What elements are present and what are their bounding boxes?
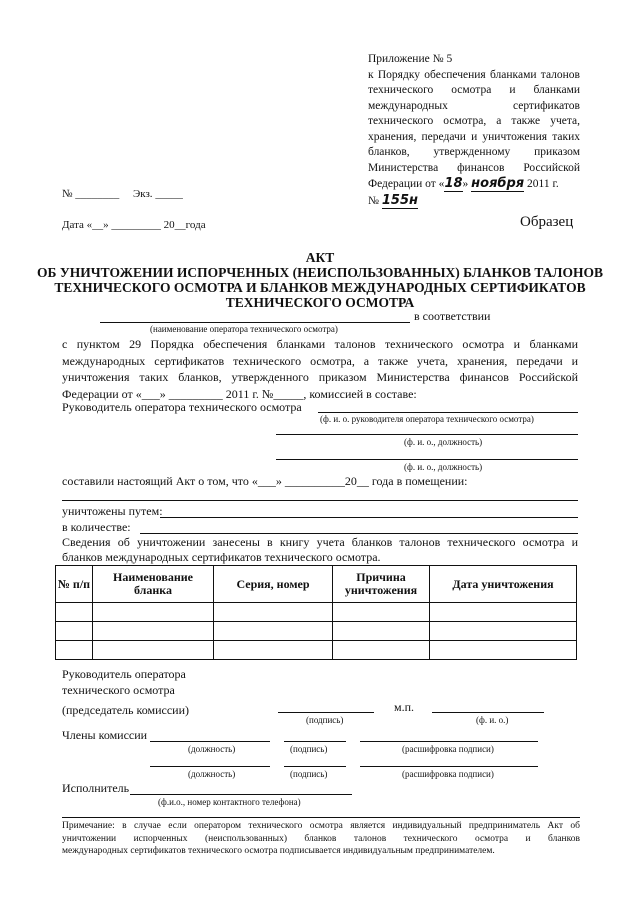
members-label: Члены комиссии xyxy=(62,728,148,742)
sign-head-block xyxy=(62,666,189,718)
table-cell[interactable] xyxy=(333,603,430,622)
table-header-cell: Серия, номер xyxy=(214,566,333,603)
operator-name-field[interactable] xyxy=(100,322,410,323)
head-label: Руководитель оператора технического осмотра xyxy=(62,400,302,414)
table-header-cell: Дата уничтожения xyxy=(430,566,577,603)
body-line: с пунктом 29 Порядка обеспечения бланками талонов технического осмотра и бланками xyxy=(62,337,578,351)
note-line: уничтожении испорченных (неиспользованных) бланков талонов технического осмотра и бланков xyxy=(62,833,580,844)
appendix-line: хранения, передачи и уничтожения таких xyxy=(368,130,580,143)
quantity-field[interactable] xyxy=(140,533,578,534)
table-cell[interactable] xyxy=(93,622,214,641)
act-title-line: ТЕХНИЧЕСКОГО ОСМОТРА xyxy=(225,295,415,310)
appendix-title: Приложение № 5 xyxy=(368,53,453,65)
executor-caption: (ф.и.о., номер контактного телефона) xyxy=(158,797,301,807)
fio-caption: (ф. и. о.) xyxy=(476,715,509,725)
doc-number-label: № xyxy=(62,188,73,200)
note-divider xyxy=(62,817,580,818)
operator-name-caption: (наименование оператора технического осмотра) xyxy=(150,324,338,334)
date-line: Дата «__» _________ 20__года xyxy=(62,219,206,231)
table-cell[interactable] xyxy=(93,641,214,660)
body-paragraph xyxy=(62,336,578,402)
table-cell[interactable] xyxy=(56,641,93,660)
member1-position-field[interactable] xyxy=(150,741,270,742)
seal-place-label: м.п. xyxy=(394,700,415,714)
body-line: Федерации от «___» _________ 2011 г. №_____, комиссией в составе: xyxy=(62,386,417,401)
head-fio-field[interactable] xyxy=(432,712,544,713)
handwritten-number: 155н xyxy=(381,192,418,208)
position-caption: (должность) xyxy=(188,769,236,779)
act-title xyxy=(20,250,620,310)
act-title-line: АКТ xyxy=(305,250,335,265)
member-field-1[interactable] xyxy=(276,434,578,435)
member1-signature-field[interactable] xyxy=(284,741,346,742)
table-row xyxy=(56,622,577,641)
appendix-line: Министерства финансов Российской xyxy=(368,161,580,174)
member-field-2[interactable] xyxy=(276,459,578,460)
appendix-number-line xyxy=(368,193,580,210)
appendix-line: бланков, утвержденному приказом xyxy=(368,146,580,158)
table-header-cell: № п/п xyxy=(56,566,93,603)
appendix-date-prefix: Федерации от « xyxy=(368,178,445,190)
note-line: Примечание: в случае если оператором технического осмотра является индивидуальный предприниматель Акт об xyxy=(62,821,580,831)
in-accordance-text: в соответствии xyxy=(414,309,491,323)
member-caption-2: (ф. и. о., должность) xyxy=(404,462,483,472)
head-name-caption: (ф. и. о. руководителя оператора технического осмотра) xyxy=(320,414,534,424)
sign-head-line: (председатель комиссии) xyxy=(62,703,189,717)
member2-position-field[interactable] xyxy=(150,766,270,767)
act-title-line: ОБ УНИЧТОЖЕНИИ ИСПОРЧЕННЫХ (НЕИСПОЛЬЗОВАННЫХ) БЛАНКОВ ТАЛОНОВ xyxy=(37,265,603,280)
position-caption: (должность) xyxy=(188,744,236,754)
doc-number-row: № ________ Экз. _____ xyxy=(62,188,183,200)
info-line: Сведения об уничтожении занесены в книгу учета бланков талонов технического осмотра и xyxy=(62,535,578,549)
table-header-row xyxy=(56,566,577,603)
premises-field[interactable] xyxy=(62,500,578,501)
table-header-cell: Наименование бланка xyxy=(93,566,214,603)
appendix-line: международных сертификатов xyxy=(368,99,580,112)
appendix-date-line: Федерации от «18» ноября 2011 г. xyxy=(368,176,559,191)
appendix-line: технического осмотра и бланками xyxy=(368,84,580,96)
signature-caption: (подпись) xyxy=(290,769,328,779)
member2-signature-field[interactable] xyxy=(284,766,346,767)
copy-label: Экз. xyxy=(133,188,153,200)
act-title-line: ТЕХНИЧЕСКОГО ОСМОТРА И БЛАНКОВ МЕЖДУНАРОДНЫХ СЕРТИФИКАТОВ xyxy=(54,280,586,295)
table-cell[interactable] xyxy=(430,622,577,641)
info-line: бланков международных сертификатов технического осмотра. xyxy=(62,550,381,564)
appendix-number-prefix: № xyxy=(368,194,379,207)
destroyed-by-field[interactable] xyxy=(160,517,578,518)
decode-caption: (расшифровка подписи) xyxy=(402,769,494,779)
member-caption-1: (ф. и. о., должность) xyxy=(404,437,483,447)
table-cell[interactable] xyxy=(333,622,430,641)
table-header-cell: Причина уничтожения xyxy=(333,566,430,603)
table-cell[interactable] xyxy=(430,603,577,622)
note-line: международных сертификатов технического осмотра подписывается индивидуальным предпринимателем. xyxy=(62,846,495,856)
table-cell[interactable] xyxy=(93,603,214,622)
table-cell[interactable] xyxy=(56,622,93,641)
member1-decode-field[interactable] xyxy=(360,741,538,742)
table-cell[interactable] xyxy=(56,603,93,622)
body-line: международных сертификатов технического осмотра, а также учета, хранения, передачи и xyxy=(62,353,578,368)
appendix-line: технического осмотра, а также учета, xyxy=(368,115,580,127)
handwritten-month: ноября xyxy=(471,176,525,191)
executor-field[interactable] xyxy=(130,794,352,795)
info-paragraph xyxy=(62,535,578,565)
table-cell[interactable] xyxy=(214,641,333,660)
signature-caption: (подпись) xyxy=(290,744,328,754)
destruction-table xyxy=(55,565,577,660)
table-cell[interactable] xyxy=(333,641,430,660)
sample-label: Образец xyxy=(520,214,574,230)
appendix-date-suffix: 2011 г. xyxy=(527,178,559,190)
member2-decode-field[interactable] xyxy=(360,766,538,767)
composed-text: составили настоящий Акт о том, что «___» __________20__ года в помещении: xyxy=(62,474,468,488)
body-line: уничтожения таких бланков, утвержденного приказом Министерства финансов Российской xyxy=(62,370,578,384)
destroyed-by-label: уничтожены путем: xyxy=(62,504,163,518)
appendix-block xyxy=(368,52,580,209)
handwritten-day: 18 xyxy=(444,176,463,191)
table-row xyxy=(56,603,577,622)
head-signature-field[interactable] xyxy=(278,712,374,713)
table-cell[interactable] xyxy=(430,641,577,660)
table-row xyxy=(56,641,577,660)
head-name-field[interactable] xyxy=(318,412,578,413)
appendix-line: к Порядку обеспечения бланками талонов xyxy=(368,68,580,81)
note-block xyxy=(62,820,580,858)
sign-head-line: Руководитель оператора xyxy=(62,667,186,681)
quantity-label: в количестве: xyxy=(62,520,131,534)
decode-caption: (расшифровка подписи) xyxy=(402,744,494,754)
executor-label: Исполнитель xyxy=(62,781,130,795)
signature-caption: (подпись) xyxy=(306,715,344,725)
table-cell[interactable] xyxy=(214,603,333,622)
sign-head-line: технического осмотра xyxy=(62,683,175,697)
table-cell[interactable] xyxy=(214,622,333,641)
